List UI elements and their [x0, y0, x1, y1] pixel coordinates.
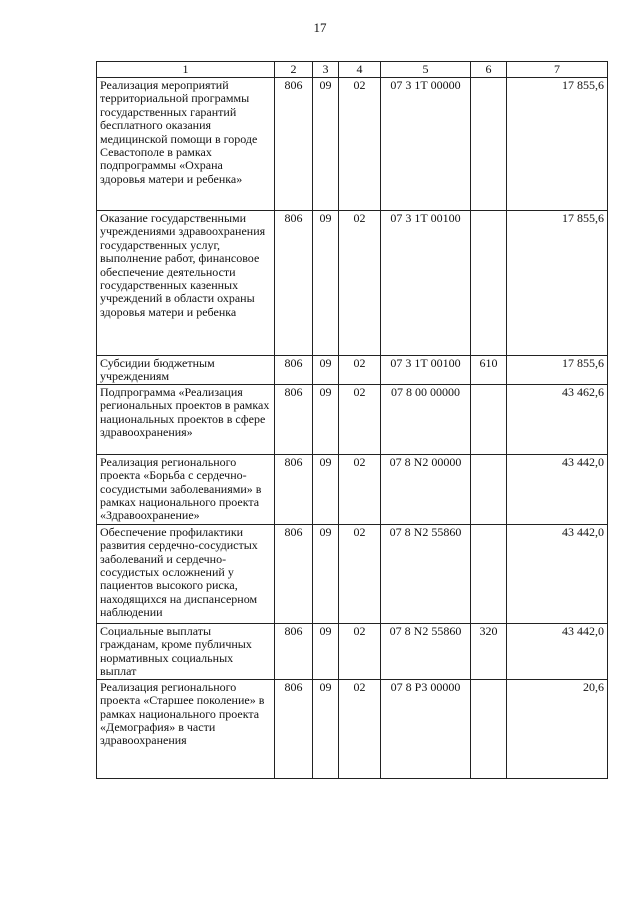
amount-cell: 17 855,6 — [507, 356, 608, 385]
grbs-cell: 806 — [275, 524, 313, 623]
row-name-cell: Социальные выплаты гражданам, кроме публичных нормативных социальных выплат — [97, 623, 275, 679]
target-article-cell: 07 8 P3 00000 — [381, 679, 471, 778]
table-header — [97, 62, 608, 78]
target-article-cell: 07 8 N2 55860 — [381, 524, 471, 623]
subsection-cell: 02 — [339, 454, 381, 524]
amount-cell: 43 442,0 — [507, 623, 608, 679]
section-cell: 09 — [313, 356, 339, 385]
header-col-2: 2 — [275, 62, 313, 78]
section-cell: 09 — [313, 679, 339, 778]
grbs-cell: 806 — [275, 211, 313, 356]
expense-type-cell — [471, 454, 507, 524]
grbs-cell: 806 — [275, 679, 313, 778]
amount-cell: 43 462,6 — [507, 384, 608, 454]
row-name-cell: Реализация мероприятий территориальной программы государственных гарантий бесплатного оказания медицинской помощи в городе Севастополе в рамках подпрограммы «Охрана здоровья матери и ребенка» — [97, 78, 275, 211]
table-row — [97, 384, 608, 454]
row-name-cell: Оказание государственными учреждениями здравоохранения государственных услуг, выполнение работ, финансовое обеспечение деятельности государственных казенных учреждений в области охраны здоровья матери и ребенка — [97, 211, 275, 356]
amount-cell: 20,6 — [507, 679, 608, 778]
target-article-cell: 07 3 1Т 00000 — [381, 78, 471, 211]
header-col-5: 5 — [381, 62, 471, 78]
subsection-cell: 02 — [339, 78, 381, 211]
section-cell: 09 — [313, 524, 339, 623]
expense-type-cell — [471, 211, 507, 356]
target-article-cell: 07 8 N2 00000 — [381, 454, 471, 524]
table-body — [97, 78, 608, 779]
table-row — [97, 211, 608, 356]
target-article-cell: 07 3 1Т 00100 — [381, 356, 471, 385]
amount-cell: 43 442,0 — [507, 454, 608, 524]
expense-type-cell — [471, 384, 507, 454]
subsection-cell: 02 — [339, 384, 381, 454]
header-col-6: 6 — [471, 62, 507, 78]
row-name-cell: Обеспечение профилактики развития сердечно-сосудистых заболеваний и сердечно-сосудистых осложнений у пациентов высокого риска, находящихся на диспансерном наблюдении — [97, 524, 275, 623]
target-article-cell: 07 8 N2 55860 — [381, 623, 471, 679]
section-cell: 09 — [313, 384, 339, 454]
row-name-cell: Субсидии бюджетным учреждениям — [97, 356, 275, 385]
grbs-cell: 806 — [275, 454, 313, 524]
header-col-4: 4 — [339, 62, 381, 78]
expense-type-cell — [471, 78, 507, 211]
subsection-cell: 02 — [339, 524, 381, 623]
table-row — [97, 356, 608, 385]
page-number: 17 — [313, 20, 327, 35]
expense-type-cell: 320 — [471, 623, 507, 679]
section-cell: 09 — [313, 454, 339, 524]
subsection-cell: 02 — [339, 211, 381, 356]
expense-type-cell — [471, 524, 507, 623]
grbs-cell: 806 — [275, 623, 313, 679]
header-col-3: 3 — [313, 62, 339, 78]
section-cell: 09 — [313, 623, 339, 679]
expense-type-cell — [471, 679, 507, 778]
subsection-cell: 02 — [339, 623, 381, 679]
header-col-1: 1 — [97, 62, 275, 78]
subsection-cell: 02 — [339, 679, 381, 778]
section-cell: 09 — [313, 211, 339, 356]
grbs-cell: 806 — [275, 78, 313, 211]
amount-cell: 43 442,0 — [507, 524, 608, 623]
table-row — [97, 623, 608, 679]
table-row — [97, 78, 608, 211]
grbs-cell: 806 — [275, 356, 313, 385]
row-name-cell: Подпрограмма «Реализация региональных проектов в рамках национальных проектов в сфере здравоохранения» — [97, 384, 275, 454]
target-article-cell: 07 8 00 00000 — [381, 384, 471, 454]
expense-type-cell: 610 — [471, 356, 507, 385]
table-row — [97, 454, 608, 524]
grbs-cell: 806 — [275, 384, 313, 454]
header-col-7: 7 — [507, 62, 608, 78]
subsection-cell: 02 — [339, 356, 381, 385]
budget-table — [96, 61, 608, 779]
amount-cell: 17 855,6 — [507, 78, 608, 211]
row-name-cell: Реализация регионального проекта «Старшее поколение» в рамках национального проекта «Демография» в части здравоохранения — [97, 679, 275, 778]
amount-cell: 17 855,6 — [507, 211, 608, 356]
header-row — [97, 62, 608, 78]
target-article-cell: 07 3 1Т 00100 — [381, 211, 471, 356]
row-name-cell: Реализация регионального проекта «Борьба с сердечно-сосудистыми заболеваниями» в рамках национального проекта «Здравоохранение» — [97, 454, 275, 524]
table-row — [97, 679, 608, 778]
table-row — [97, 524, 608, 623]
section-cell: 09 — [313, 78, 339, 211]
